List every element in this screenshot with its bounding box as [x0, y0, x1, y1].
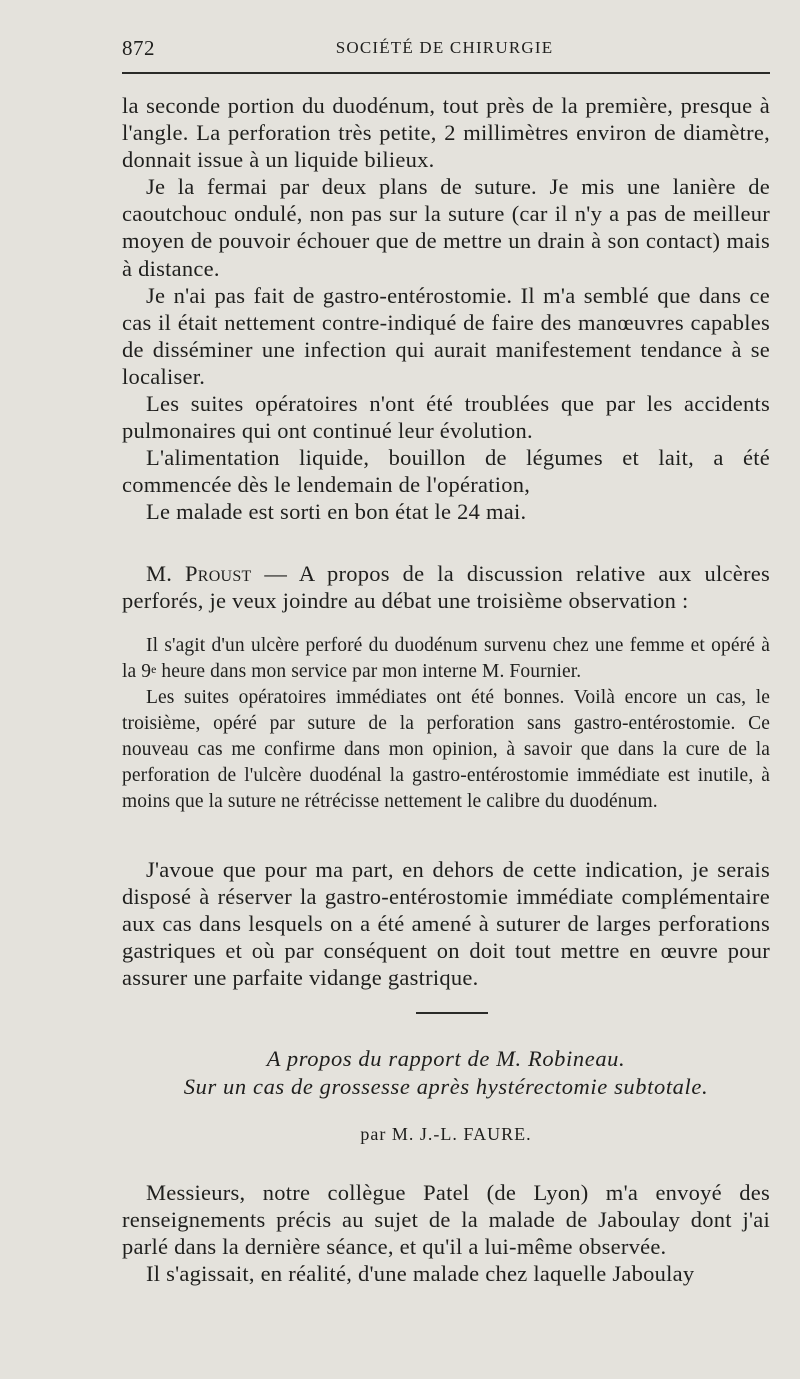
- section-separator: [416, 1012, 488, 1014]
- paragraph: Le malade est sorti en bon état le 24 mai.: [146, 499, 527, 525]
- paragraph: L'alimentation liquide, bouillon de légumes et lait, a été commencée dès le lendemain de l'opération,: [122, 445, 770, 498]
- speaker-prefix: M.: [146, 561, 173, 586]
- intro-text: — A propos de la discussion relative aux ulcères perforés, je veux joindre au débat une troisième observation :: [122, 561, 771, 614]
- speaker-name: Proust: [185, 561, 252, 586]
- proust-intro: [122, 560, 770, 614]
- proust-conclusion: [122, 856, 770, 991]
- observation-small-print: [122, 633, 770, 815]
- paragraph: Je n'ai pas fait de gastro-entérostomie. Il m'a semblé que dans ce cas il était nettement contre-indiqué de faire des manœuvres capables de disséminer une infection qui aurait manifestement tendance à se localiser.: [122, 282, 770, 389]
- paragraph: J'avoue que pour ma part, en dehors de cette indication, je serais disposé à réserver la gastro-entérostomie immédiate complémentaire aux cas dans lesquels on a été amené à suturer de larges perforations gastriques et où par conséquent on doit tout mettre en œuvre pour assurer une parfaite vidange gastrique.: [122, 857, 770, 991]
- page-number: 872: [122, 36, 155, 60]
- paragraph: Les suites opératoires immédiates ont été bonnes. Voilà encore un cas, le troisième, opéré par suture de la perforation sans gastro-entérostomie. Ce nouveau cas me confirme dans mon opinion, à savoir que dans la cure de la perforation de l'ulcère duodénal la gastro-entérostomie immédiate est inutile, à moins que la suture ne rétrécisse nettement le calibre du duodénum.: [122, 687, 770, 812]
- title-line: Sur un cas de grossesse après hystérectomie subtotale.: [183, 1074, 709, 1099]
- header-rule: [122, 72, 770, 74]
- continued-section: [122, 92, 770, 526]
- running-header: [122, 36, 767, 66]
- running-title: SOCIÉTÉ DE CHIRURGIE: [335, 38, 554, 57]
- paragraph: Je la fermai par deux plans de suture. Je mis une lanière de caoutchouc ondulé, non pas sur la suture (car il n'y a pas de meilleur moyen de pouvoir échouer que de mettre un drain à son contact) mais à distance.: [122, 174, 770, 281]
- paragraph: Messieurs, notre collègue Patel (de Lyon) m'a envoyé des renseignements précis au sujet de la malade de Jaboulay dont j'ai parlé dans la dernière séance, et qu'il a lui-même observée.: [122, 1180, 770, 1260]
- paragraph: Il s'agit d'un ulcère perforé du duodénum survenu chez une femme et opéré à la 9e heure dans mon service par mon interne M. Fournier.: [122, 635, 770, 682]
- article-body: [122, 1179, 770, 1287]
- paragraph: la seconde portion du duodénum, tout près de la première, presque à l'angle. La perforation très petite, 2 millimètres environ de diamètre, donnait issue à un liquide bilieux.: [122, 93, 770, 173]
- byline: par M. J.-L. FAURE.: [360, 1124, 532, 1144]
- paragraph: Il s'agissait, en réalité, d'une malade chez laquelle Jaboulay: [146, 1261, 695, 1287]
- article-title: [122, 1045, 770, 1101]
- paragraph: [122, 560, 770, 614]
- paragraph: Les suites opératoires n'ont été troublées que par les accidents pulmonaires qui ont continué leur évolution.: [122, 391, 770, 444]
- title-line: A propos du rapport de M. Robineau.: [266, 1046, 626, 1071]
